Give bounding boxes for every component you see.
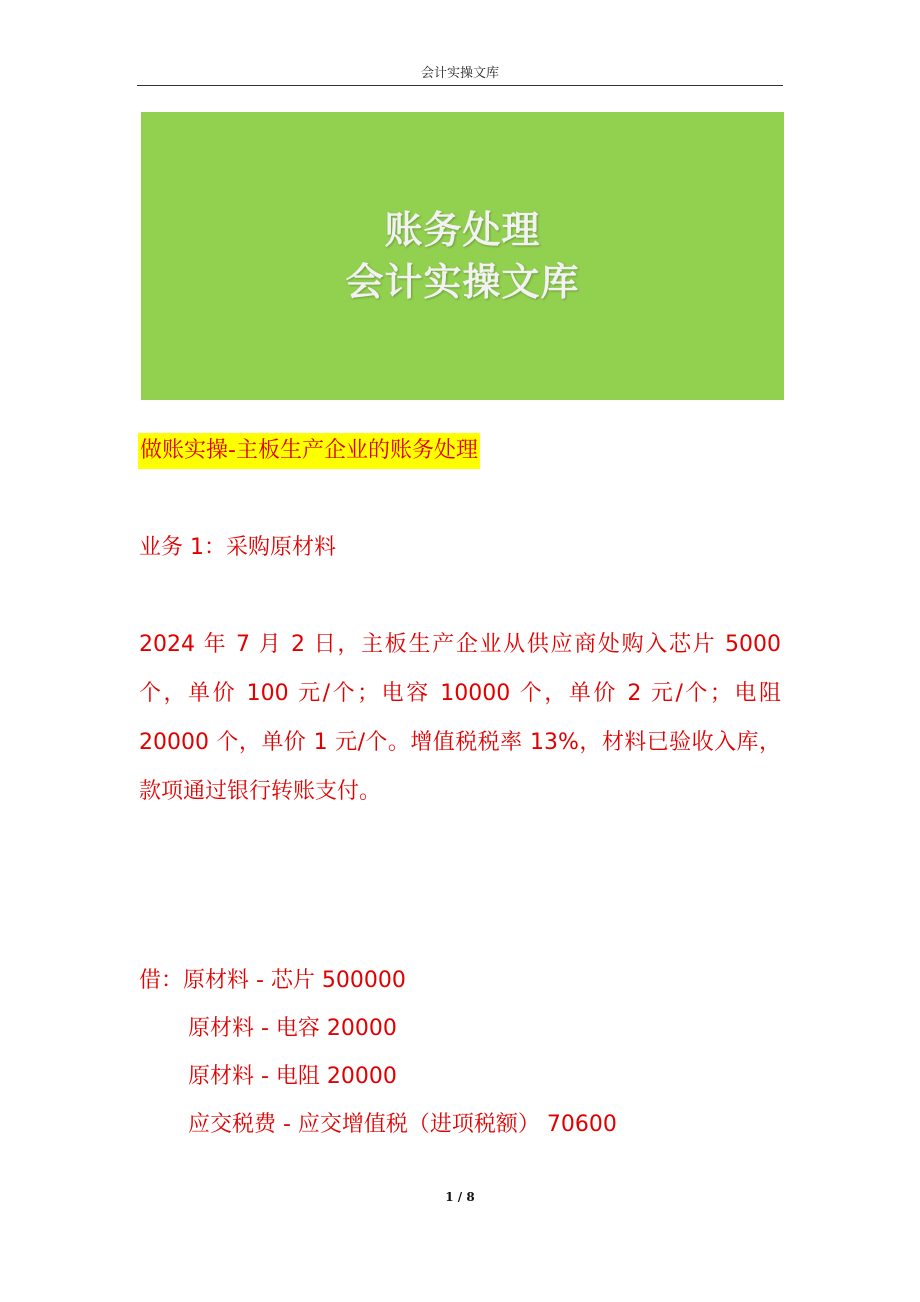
document-title: 做账实操-主板生产企业的账务处理 (138, 433, 480, 469)
page-number: 1 / 8 (445, 1190, 475, 1204)
business-description: 2024 年 7 月 2 日，主板生产企业从供应商处购入芯片 5000 个，单价 100 元/个；电容 10000 个，单价 2 元/个；电阻 20000 个，单价 1 元/个。增值税税率 13%，材料已验收入库，款项通过银行转账支付。 (139, 632, 781, 804)
journal-entry-line: 应交税费 - 应交增值税（进项税额） 70600 (188, 1112, 617, 1137)
journal-entry-line: 原材料 - 电阻 20000 (188, 1064, 397, 1089)
journal-entry-line: 原材料 - 电容 20000 (188, 1016, 397, 1041)
banner-line-1: 账务处理 (384, 208, 541, 252)
journal-entry-debit-line: 借：原材料 - 芯片 500000 (139, 968, 406, 993)
cover-banner (141, 112, 784, 400)
page-header: 会计实操文库 (137, 62, 783, 86)
banner-line-2: 会计实操文库 (345, 260, 580, 304)
business-label: 业务 1：采购原材料 (139, 535, 336, 560)
